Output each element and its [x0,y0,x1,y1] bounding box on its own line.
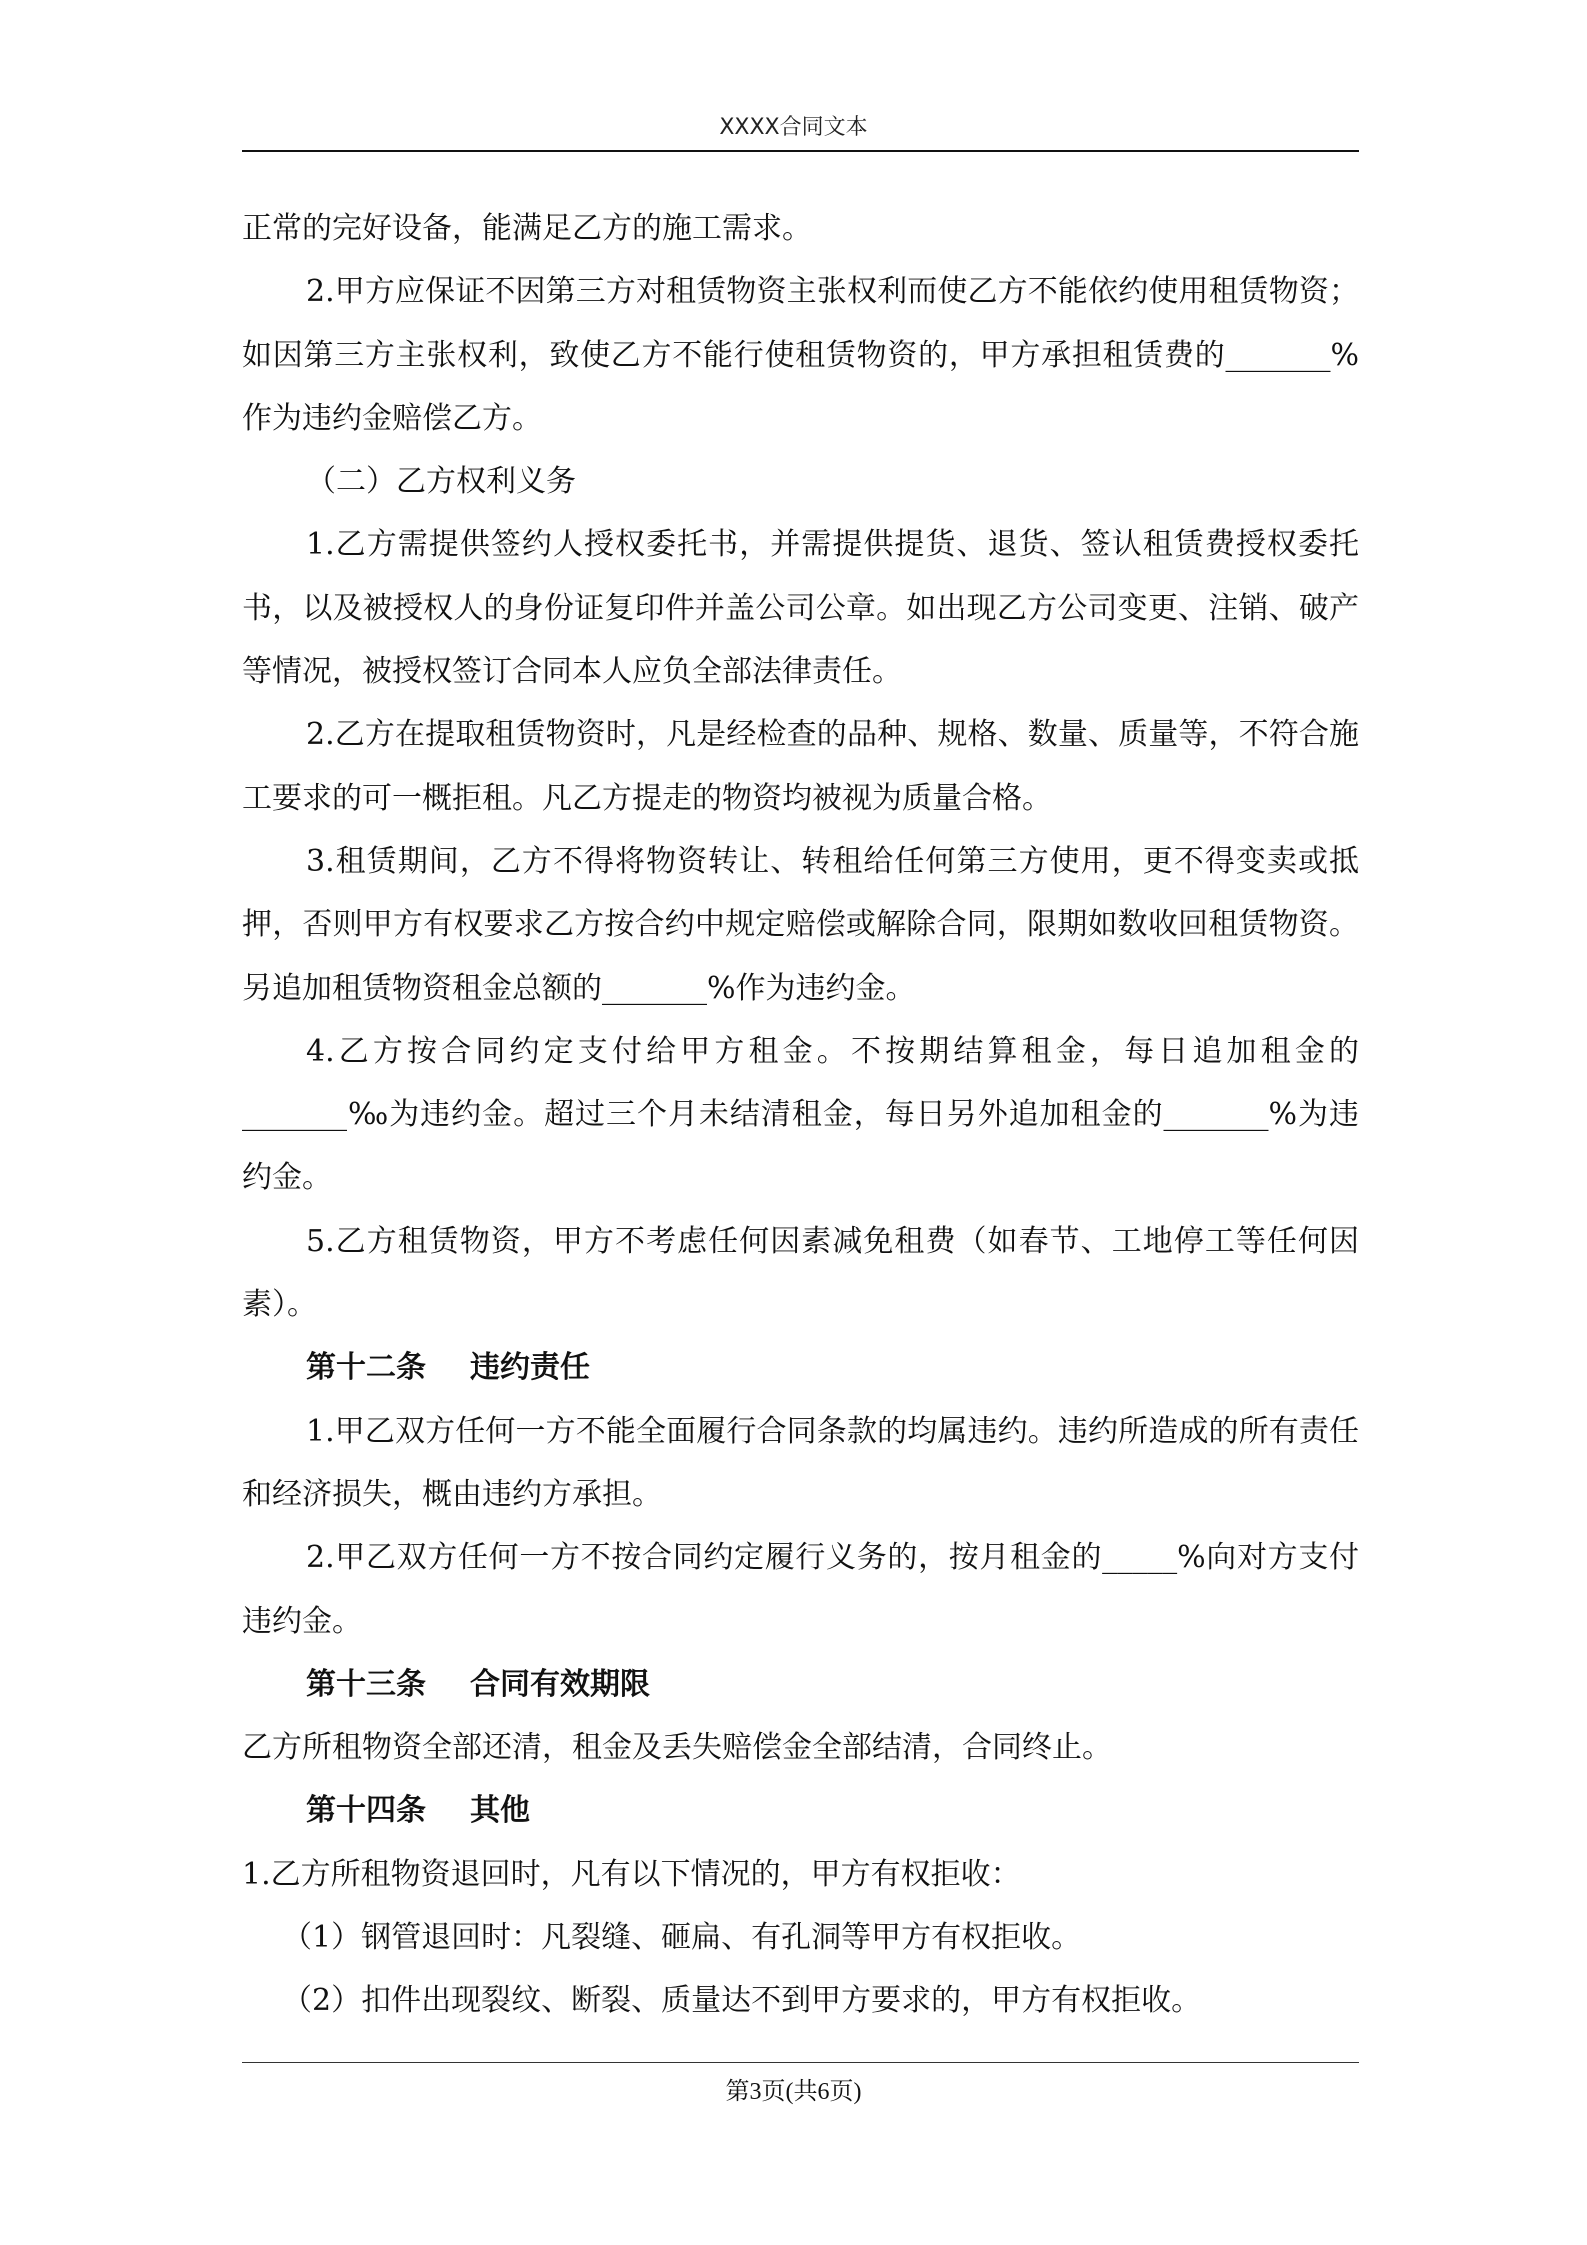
body-paragraph: 正常的完好设备，能满足乙方的施工需求。 [242,211,812,246]
list-item: （1）钢管退回时：凡裂缝、砸扁、有孔洞等甲方有权拒收。 [282,1920,1082,1956]
page-number: 第3页(共6页) [725,2079,862,2105]
list-item: （2）扣件出现裂纹、断裂、质量达不到甲方要求的，甲方有权拒收。 [282,1983,1202,2019]
body-paragraph: 2.甲方应保证不因第三方对租赁物资主张权利而使乙方不能依约使用租赁物资；如因第三方主张权利，致使乙方不能行使租赁物资的，甲方承担租赁费的_______%作为违约金赔偿乙方。 [242,274,1359,436]
footer-divider [242,2062,1359,2063]
body-paragraph: 2.甲乙双方任何一方不按合同约定履行义务的，按月租金的_____%向对方支付违约金。 [242,1540,1359,1639]
article-number: 第十二条 [306,1350,426,1386]
article-title: 违约责任 [470,1350,590,1386]
body-paragraph: 1.乙方需提供签约人授权委托书，并需提供提货、退货、签认租赁费授权委托书，以及被授权人的身份证复印件并盖公司公章。如出现乙方公司变更、注销、破产等情况，被授权签订合同本人应负全部法律责任。 [242,527,1359,690]
body-paragraph: 乙方所租物资全部还清，租金及丢失赔偿金全部结清，合同终止。 [242,1730,1112,1766]
body-paragraph: 4.乙方按合同约定支付给甲方租金。不按期结算租金，每日追加租金的_______‰为违约金。超过三个月未结清租金，每日另外追加租金的_______%为违约金。 [242,1033,1359,1196]
body-paragraph: 1.乙方所租物资退回时，凡有以下情况的，甲方有权拒收： [242,1856,1021,1892]
body-paragraph: 1.甲乙双方任何一方不能全面履行合同条款的均属违约。违约所造成的所有责任和经济损失，概由违约方承担。 [242,1413,1359,1512]
article-13-heading [242,1653,1359,1716]
document-header-title: XXXX合同文本 [719,115,868,140]
body-paragraph: 2.乙方在提取租赁物资时，凡是经检查的品种、规格、数量、质量等，不符合施工要求的可一概拒租。凡乙方提走的物资均被视为质量合格。 [242,717,1359,816]
article-number: 第十三条 [306,1666,426,1702]
section-heading: （二）乙方权利义务 [306,464,576,500]
article-title: 其他 [470,1793,530,1829]
body-paragraph: 5.乙方租赁物资，甲方不考虑任何因素减免租费（如春节、工地停工等任何因素）。 [242,1223,1359,1323]
body-paragraph: 3.租赁期间，乙方不得将物资转让、转租给任何第三方使用，更不得变卖或抵押，否则甲方有权要求乙方按合约中规定赔偿或解除合同，限期如数收回租赁物资。另追加租赁物资租金总额的_______%作为违约金。 [242,843,1359,1006]
document-body [242,197,1359,2033]
article-number: 第十四条 [306,1793,426,1829]
article-title: 合同有效期限 [470,1666,650,1702]
article-14-heading [242,1779,1359,1842]
header-divider [242,150,1359,152]
article-12-heading [242,1336,1359,1399]
